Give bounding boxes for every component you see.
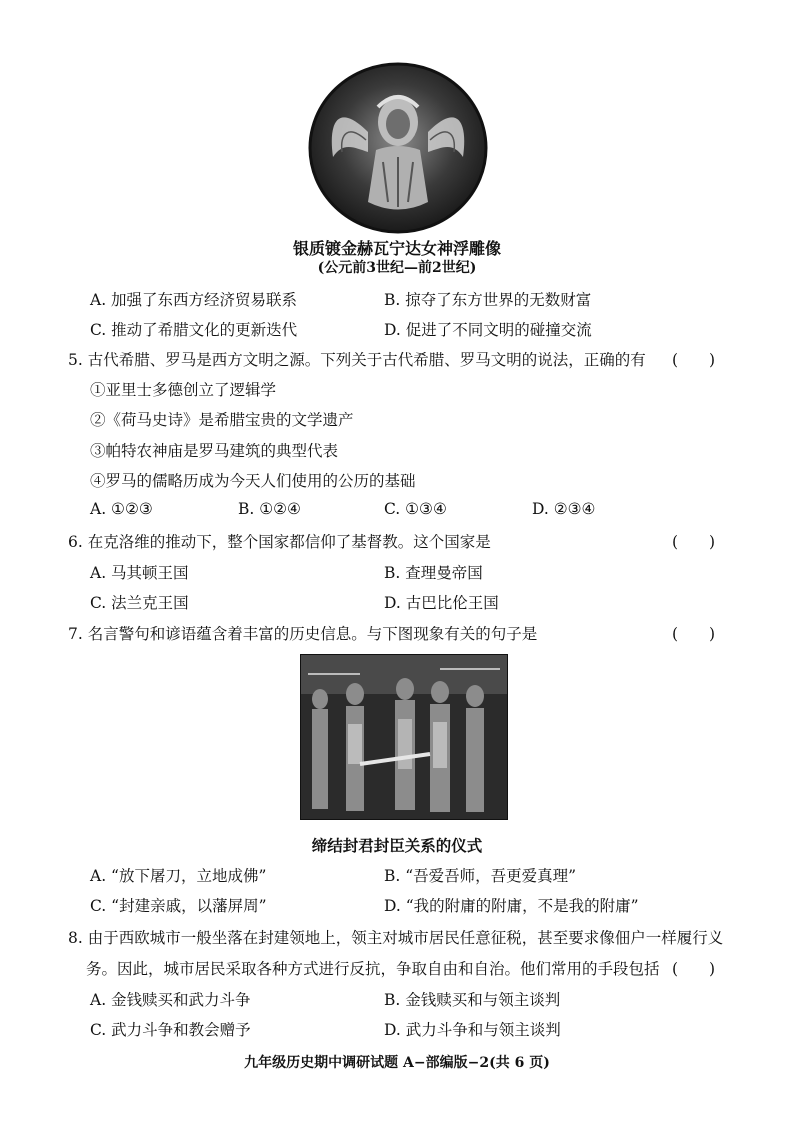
q8-option-b: B. 金钱赎买和与领主谈判 [384,991,561,1009]
figure1-caption: 银质镀金赫瓦宁达女神浮雕像 [292,239,501,258]
q4-option-c: C. 推动了希腊文化的更新迭代 [90,321,298,339]
q5-option-c: C. ①③④ [384,500,447,518]
q7-option-a: A. “放下屠刀，立地成佛” [90,867,267,885]
q8-option-c: C. 武力斗争和教会赠予 [90,1021,251,1039]
q7-answer-blank: ( ) [672,625,716,643]
q8-stem-line2: 务。因此，城市居民采取各种方式进行反抗，争取自由和自治。他们常用的手段包括 [86,960,660,978]
q8-answer-blank: ( ) [672,960,716,978]
q6-answer-blank: ( ) [672,533,716,551]
q5-item-2: ②《荷马史诗》是希腊宝贵的文学遗产 [90,411,354,429]
q8-option-a: A. 金钱赎买和武力斗争 [90,991,251,1009]
q7-option-c: C. “封建亲戚，以藩屏周” [90,897,267,915]
q5-option-b: B. ①②④ [238,500,301,518]
q6-option-c: C. 法兰克王国 [90,594,189,612]
q6-option-d: D. 古巴比伦王国 [384,594,499,612]
q5-item-4: ④罗马的儒略历成为今天人们使用的公历的基础 [90,472,416,490]
figure2-caption: 缔结封君封臣关系的仪式 [311,836,483,855]
q8-stem-line1: 8. 由于西欧城市一般坐落在封建领地上，领主对城市居民任意征税，甚至要求像佃户一样履行义 [68,929,724,947]
q7-stem: 7. 名言警句和谚语蕴含着丰富的历史信息。与下图现象有关的句子是 [68,625,538,643]
q7-option-d: D. “我的附庸的附庸，不是我的附庸” [384,897,639,915]
q4-option-a: A. 加强了东西方经济贸易联系 [90,291,298,309]
q5-item-3: ③帕特农神庙是罗马建筑的典型代表 [90,442,339,460]
q5-item-1: ①亚里士多德创立了逻辑学 [90,381,277,399]
q6-stem: 6. 在克洛维的推动下，整个国家都信仰了基督教。这个国家是 [68,533,491,551]
q8-option-d: D. 武力斗争和与领主谈判 [384,1021,561,1039]
homage-ceremony-image [300,654,508,820]
q5-stem: 5. 古代希腊、罗马是西方文明之源。下列关于古代希腊、罗马文明的说法，正确的有 [68,351,646,369]
goddess-relief-image [308,62,488,234]
page-footer: 九年级历史期中调研试题 A−部编版−2(共 6 页) [244,1055,550,1071]
q6-option-a: A. 马其顿王国 [90,564,189,582]
q4-option-d: D. 促进了不同文明的碰撞交流 [384,321,592,339]
q6-option-b: B. 查理曼帝国 [384,564,483,582]
q7-option-b: B. “吾爱吾师，吾更爱真理” [384,867,577,885]
q5-answer-blank: ( ) [672,351,716,369]
q5-option-d: D. ②③④ [532,500,596,518]
q4-option-b: B. 掠夺了东方世界的无数财富 [384,291,592,309]
q5-option-a: A. ①②③ [90,500,153,518]
figure1-subcaption: (公元前3世纪—前2世纪) [317,260,477,276]
